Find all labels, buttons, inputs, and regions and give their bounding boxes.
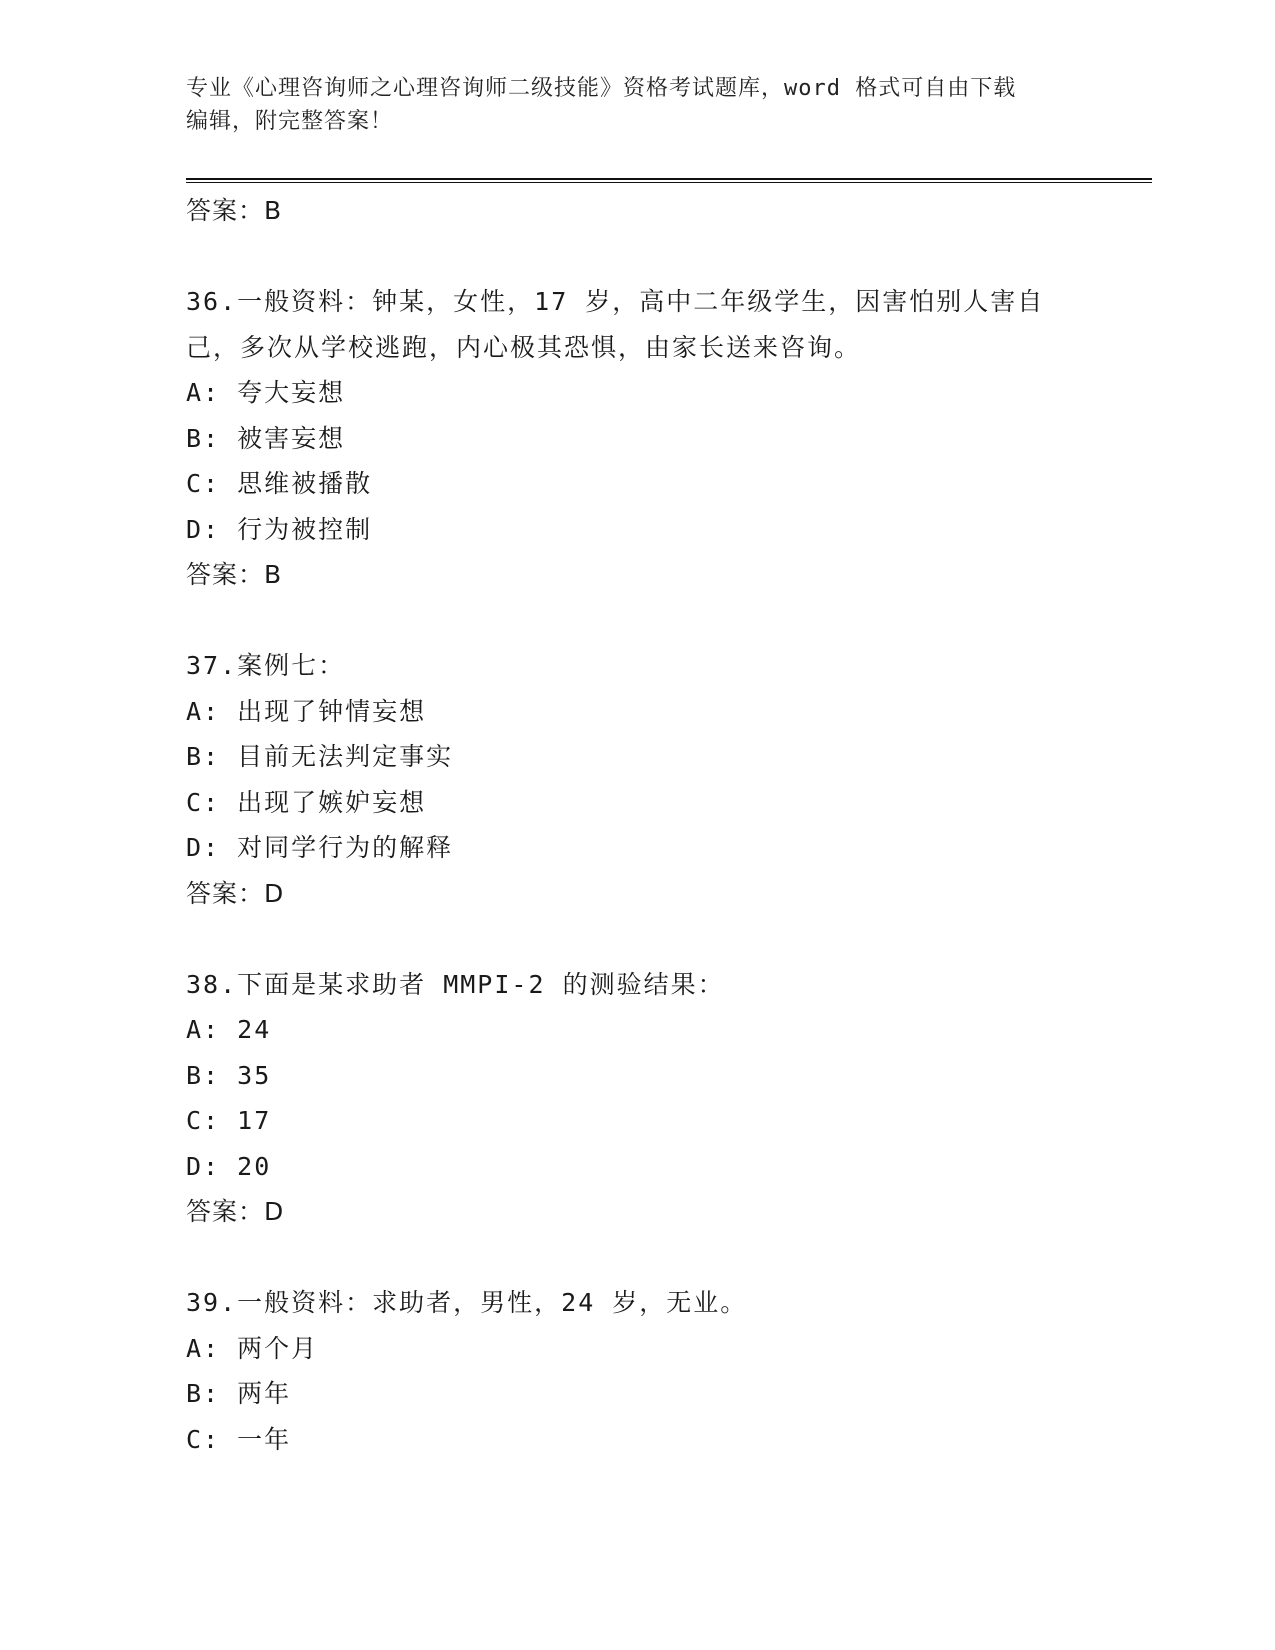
answer: 答案：B <box>186 560 283 589</box>
option-a: A: 两个月 <box>186 1333 319 1363</box>
option-a: A: 出现了钟情妄想 <box>186 696 427 726</box>
option-d: D: 行为被控制 <box>186 514 373 544</box>
option-c: C: 17 <box>186 1106 272 1135</box>
spacer <box>186 1235 1086 1281</box>
option-c: C: 出现了嫉妒妄想 <box>186 787 427 817</box>
question-stem: 己，多次从学校逃跑，内心极其恐惧，由家长送来咨询。 <box>186 332 862 362</box>
header-line-2: 编辑，附完整答案！ <box>186 109 394 134</box>
previous-answer: 答案：B <box>186 196 283 225</box>
option-d: D: 对同学行为的解释 <box>186 833 454 862</box>
header-line-1: 专业《心理咨询师之心理咨询师二级技能》资格考试题库，word 格式可自由下载 <box>186 76 1017 101</box>
question-list <box>186 188 1086 1462</box>
option-b: B: 被害妄想 <box>186 423 346 453</box>
spacer <box>186 916 1086 962</box>
option-a: A: 夸大妄想 <box>186 378 346 407</box>
answer: 答案：D <box>186 1197 285 1226</box>
option-b: B: 35 <box>186 1060 272 1090</box>
option-b: B: 两年 <box>186 1379 292 1408</box>
question-stem: 38.下面是某求助者 MMPI-2 的测验结果： <box>186 969 725 999</box>
spacer <box>186 234 1086 280</box>
question-37 <box>186 643 1086 916</box>
question-stem: 39.一般资料：求助者，男性，24 岁，无业。 <box>186 1288 748 1317</box>
option-c: C: 思维被播散 <box>186 469 373 498</box>
option-a: A: 24 <box>186 1015 272 1044</box>
question-39 <box>186 1280 1086 1462</box>
answer: 答案：D <box>186 878 285 908</box>
question-stem: 37.案例七： <box>186 651 346 680</box>
question-36 <box>186 279 1086 598</box>
option-b: B: 目前无法判定事实 <box>186 742 454 771</box>
header-divider <box>186 178 1152 183</box>
option-c: C: 一年 <box>186 1424 292 1454</box>
option-d: D: 20 <box>186 1151 272 1181</box>
question-38 <box>186 962 1086 1235</box>
spacer <box>186 598 1086 644</box>
question-stem: 36.一般资料：钟某，女性，17 岁，高中二年级学生，因害怕别人害自 <box>186 287 1045 316</box>
page-header <box>186 72 1066 138</box>
